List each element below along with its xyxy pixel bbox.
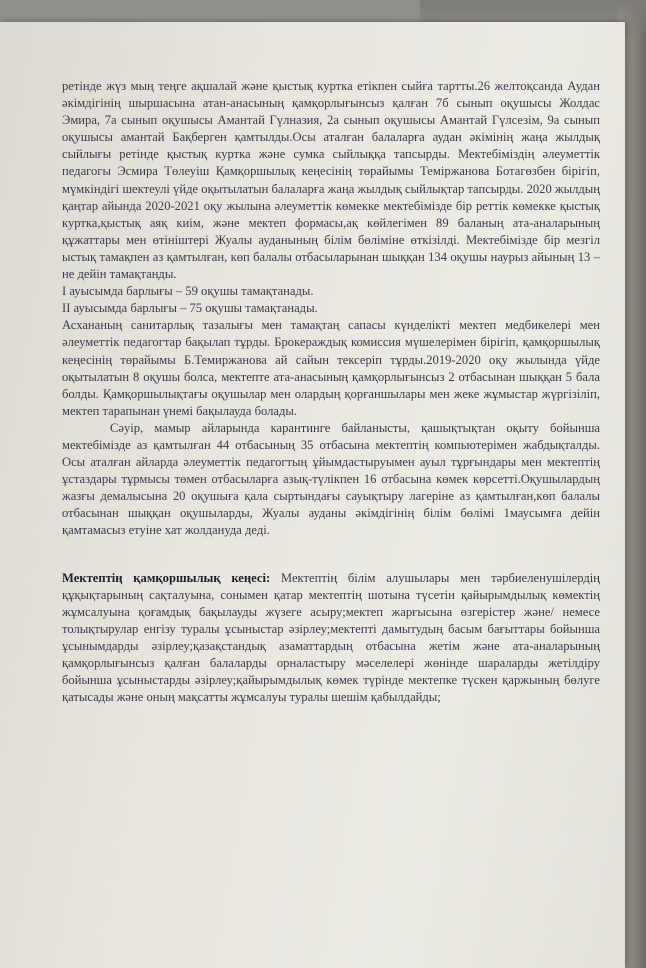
paragraph-intro: ретінде жүз мың теңге ақшалай және қыстық куртка етікпен сыйға тартты.26 желтоқсанда Аудан әкімдігінің шыршасына атан-анасының қамқорлығынсыз қалған 7б сынып оқушысы Жолдас Эмира, 7а сынып оқушысы Амантай Гүлназия, 2а сынып оқушысы Амантай Гүлсезім, 9а сынып оқушысы амантай Бақберген қамтылды.Осы аталған балаларға аудан әкімінің жаңа жылдық сыйлығы ретінде қыстық куртка және сумка сыйлыққа тапсырды. Мектебіміздің әлеуметтік педагогы Эсмира Төлеуіш Қамқоршылық кеңесінің төрайымы Теміржанова Ботагөзбен бірігіп, мүмкіндігі шектеулі үйде оқытылатын балаларға жаңа жылдық сыйлықтар тапсырды. 2020 жылдың қаңтар айында 2020-2021 оқу жылына әлеуметтік көмекке мектебімізде бір реттік көмекке қыстық куртка,қыстық аяқ киім, және мектеп формасы,ақ көйлегімен 89 баланың ата-аналарының құжаттары мен өтініштері Жуалы ауданының білім бөліміне өткізілді. Мектебімізде бір мезгіл ыстық тамақпен аз қамтылған, көп балалы отбасыларынан шыққан 134 оқушы наурыз айының 13 –не дейін тамақтанды. [62,79,600,282]
paragraph-gap [62,540,600,570]
council-text: Мектептің білім алушылары мен тәрбиеленушілердің құқықтарының сақталуына, сонымен қатар мектептің шотына түсетін қайырымдылық көмектің жұмсалуына қоғамдық бақылауды жүзеге асыру;мектеп жарғысына өзгерістер және/ немесе толықтырулар енгізу туралы ұсыныстар әзірлеу;мектепті дамытудың басым бағыттары бойынша ұсынымдарды әзірлеу;қазақстандық азаматтардың отбасына жетім және ата-аналарының қамқорлығынсыз қалған балаларды орналастыру мәселелері жөнінде шараларды жетілдіру бойынша ұсыныстарды әзірлеу;қайырымдылық көмек түрінде мектепке түскен қаржының бөлуге қатысады және оның мақсатты жұмсалуы туралы шешім қабылдайды; [62,570,600,705]
document-page [0,22,625,968]
document-text [62,78,600,706]
paragraph-quarantine: Сәуір, мамыр айларында карантинге байланысты, қашықтықтан оқыту бойынша мектебімізде аз қамтылған 44 отбасының 35 отбасына мектептің компьютерімен жабдықталды. Осы аталған айларда әлеуметтік педагогтың ұйымдастыруымен ауыл тұрғындары мен мектептің ұстаздары тұрмысы төмен отбасыларға азық-түлікпен 16 отбасына көмек көрсетті.Оқушылардың жазғы демалысына 20 оқушыға қала сыртындағы сауықтыру лагеріне аз қамтылған,көп балалы отбасынан шыққан оқушыларды, Жуалы ауданы әкімдігінің білім бөлімі 1маусымға дейін қамтамасыз етуіне хат жолдануда деді. [62,420,600,538]
paragraph-shift-1: I ауысымда барлығы – 59 оқушы тамақтанады. [62,284,314,299]
paragraph-canteen: Асхананың санитарлық тазалығы мен тамақтаң сапасы күнделікті мектеп медбикелері мен әлеуметтік педагогтар бақылап тұрды. Брокераждық комиссия мүшелерімен бірігіп, қамқоршылық кеңесінің төрайымы Б.Темиржанова ай сайын тексеріп тұрды.2019-2020 оқу жылында үйде оқытылатын 8 оқушы болса, мектепте ата-анасының қамқорлығынсыз 2 отбасынан шыққан 5 бала болды. Қамқоршылықтағы оқушылар мен олардың қорғаншылары мен жеке жұмыстар жүргізіліп, мектеп тарапынан үнемі бақылауда болады. [62,318,600,418]
council-label: Мектептің қамқоршылық кеңесі: [62,570,271,585]
paragraph-council [62,570,600,707]
paragraph-shift-2: II ауысымда барлығы – 75 оқушы тамақтанады. [62,301,318,316]
